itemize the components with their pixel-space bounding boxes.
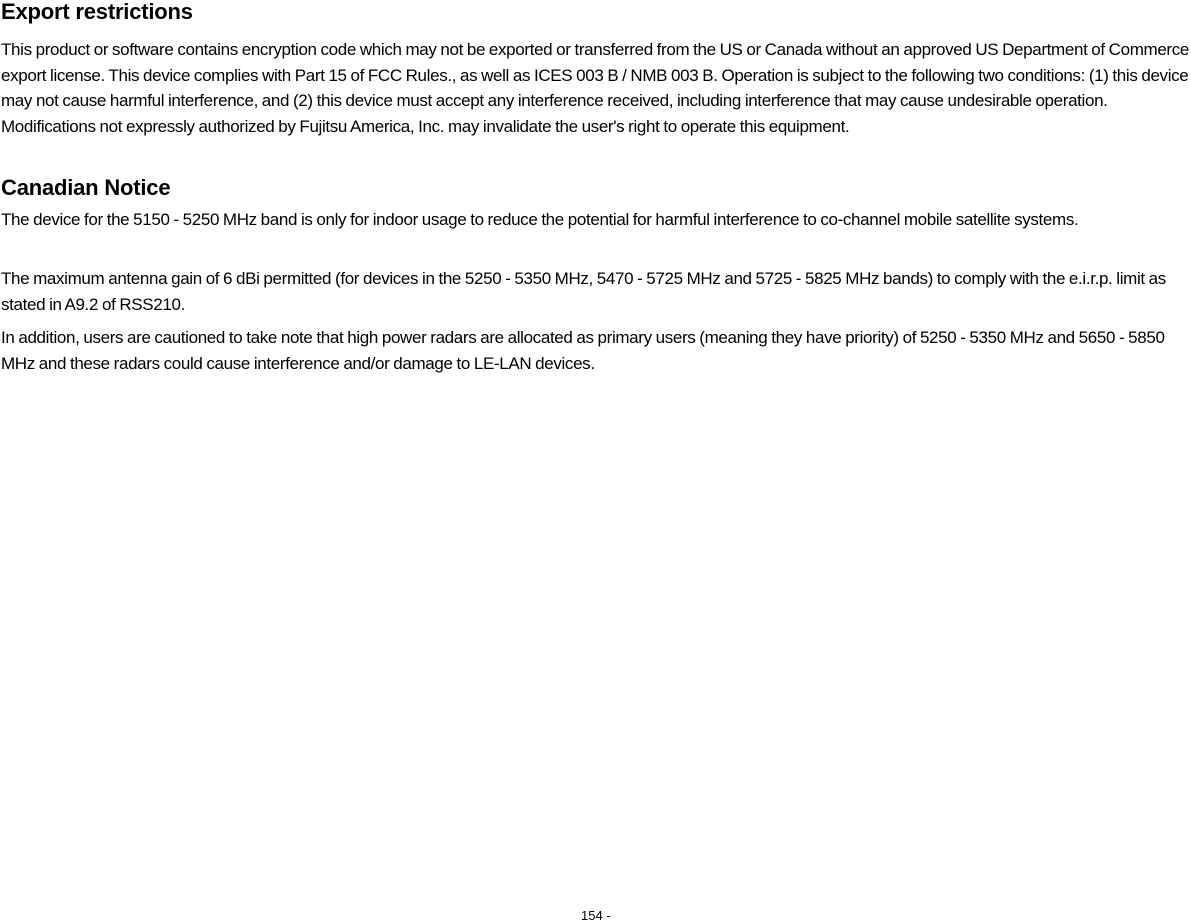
canadian-notice-paragraph-1: The device for the 5150 - 5250 MHz band is only for indoor usage to reduce the potential for harmful interference to co-channel mobile satellite systems. <box>1 210 1079 229</box>
export-restrictions-paragraph: This product or software contains encryption code which may not be exported or transferred from the US or Canada without an approved US Department of Commerce export license. This device complies with Part 15 of FCC Rules., as well as ICES 003 B / NMB 003 B. Operation is subject to the following two conditions: (1) this device may not cause harmful interference, and (2) this device must accept any interference received, including interference that may cause undesirable operation. Modifications not expressly authorized by Fujitsu America, Inc. may invalidate the user's right to operate this equipment. <box>1 40 1189 136</box>
page-number: 154 - <box>581 908 611 923</box>
export-restrictions-heading: Export restrictions <box>1 0 193 24</box>
canadian-notice-paragraph-2: The maximum antenna gain of 6 dBi permitted (for devices in the 5250 - 5350 MHz, 5470 - 5725 MHz and 5725 - 5825 MHz bands) to comply with the e.i.r.p. limit as stated in A9.2 of RSS210. <box>1 269 1166 314</box>
canadian-notice-heading: Canadian Notice <box>1 175 171 200</box>
canadian-notice-paragraph-3: In addition, users are cautioned to take note that high power radars are allocated as primary users (meaning they have priority) of 5250 - 5350 MHz and 5650 - 5850 MHz and these radars could cause interference and/or damage to LE-LAN devices. <box>1 328 1165 373</box>
